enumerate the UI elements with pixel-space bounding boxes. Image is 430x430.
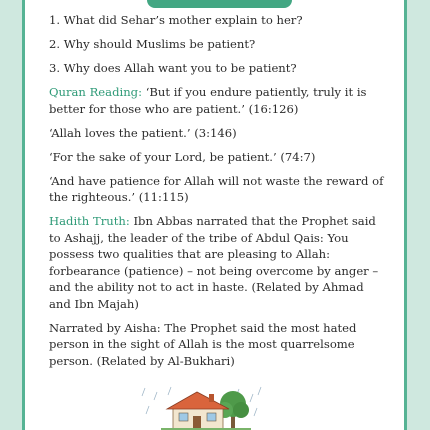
quran-verse-2: ‘Allah loves the patient.’ (3:146) xyxy=(49,125,237,140)
hadith-paragraph xyxy=(49,213,389,312)
quran-verse-1-text: ‘But if you endure patiently, truly it is better for those who are patient.’ (16:126) xyxy=(49,85,367,116)
question-1: 1. What did Sehar’s mother explain to her? xyxy=(49,13,303,27)
house-in-rain-illustration xyxy=(137,386,267,430)
question-2: 2. Why should Muslims be patient? xyxy=(49,37,256,51)
page xyxy=(22,0,407,430)
quran-verse-4: ‘And have patience for Allah will not waste the reward of the righteous.’ (11:115) xyxy=(49,173,384,204)
content xyxy=(49,12,389,377)
header-tab xyxy=(147,0,292,8)
quran-reading-label: Quran Reading: xyxy=(49,85,143,99)
hadith-text: Ibn Abbas narrated that the Prophet said to Ashajj, the leader of the tribe of Abdul Qais: You possess two qualities that are pleasing to Allah: forbearance (patience) – not being overcome by anger – and the ability not to act in haste. (Related by Ahmad and Ibn Majah) xyxy=(49,214,379,311)
question-3: 3. Why does Allah want you to be patient? xyxy=(49,61,297,75)
hadith-truth-label: Hadith Truth: xyxy=(49,214,130,228)
aisha-narration: Narrated by Aisha: The Prophet said the most hated person in the sight of Allah is the most quarrelsome person. (Related by Al-Bukhari) xyxy=(49,320,357,368)
quran-verse-1 xyxy=(49,84,389,117)
quran-verse-3: ‘For the sake of your Lord, be patient.’ (74:7) xyxy=(49,149,316,164)
